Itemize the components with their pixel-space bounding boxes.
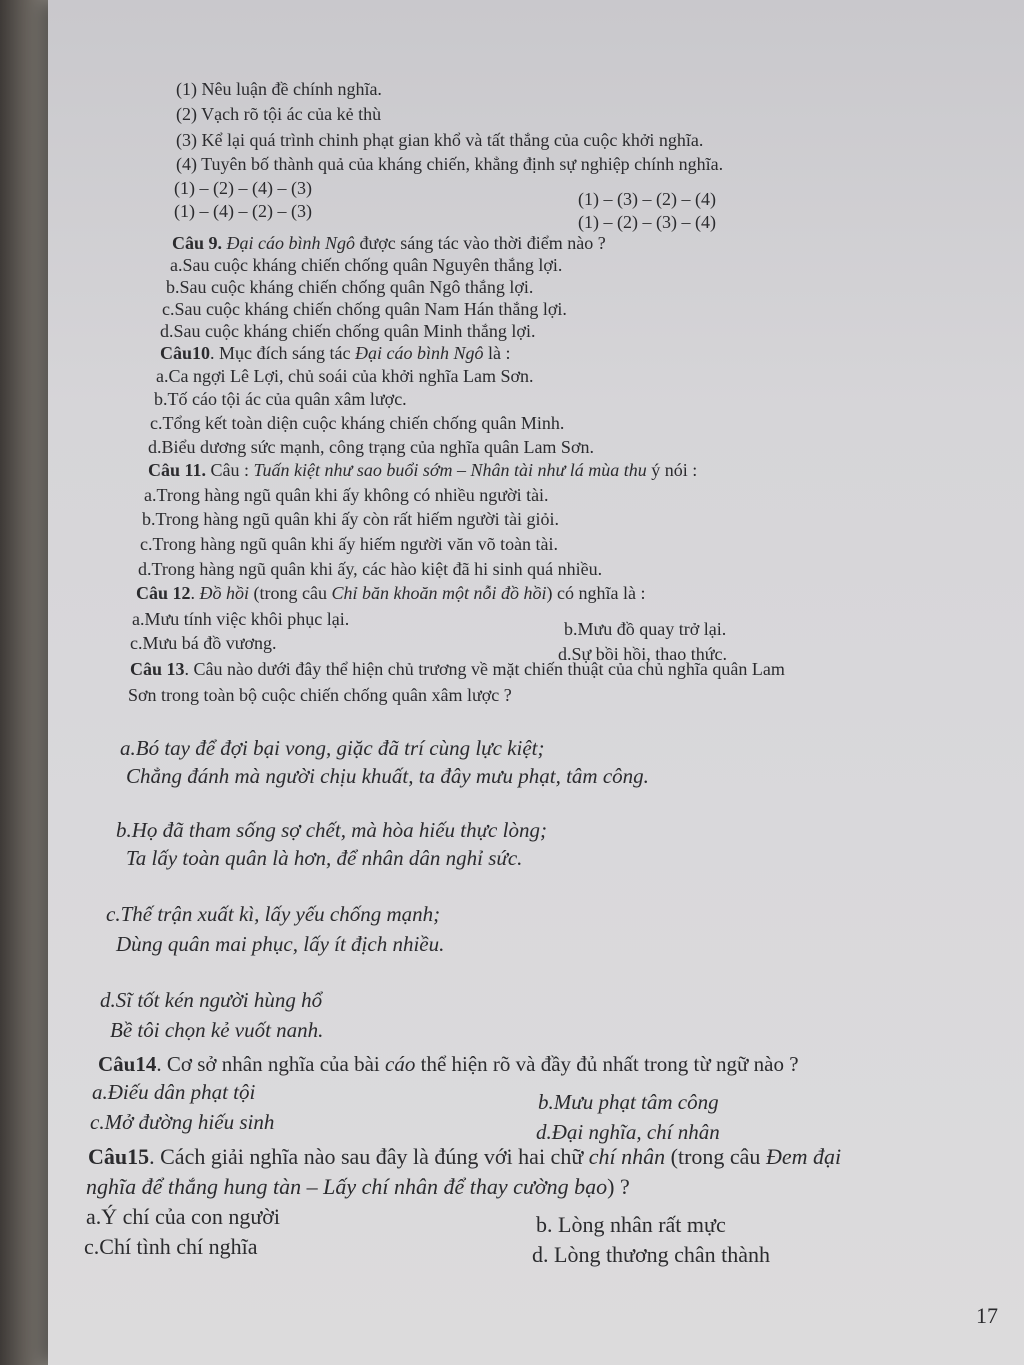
question-13-answer-d-line1: d.Sĩ tốt kén người hùng hổ — [100, 988, 323, 1012]
header-option-b: (1) – (3) – (2) – (4) — [578, 189, 716, 209]
question-10-answer-d: d.Biểu dương sức mạnh, công trạng của nghĩa quân Lam Sơn. — [148, 437, 594, 457]
question-15-quote: nghĩa để thắng hung tàn – Lấy chí nhân để thay cường bạo — [86, 1174, 608, 1199]
question-10-label: Câu10 — [160, 343, 211, 363]
header-option-d: (1) – (2) – (3) – (4) — [578, 212, 716, 232]
header-item-2: (2) Vạch rõ tội ác của kẻ thù — [176, 104, 382, 124]
question-15-text: . Cách giải nghĩa nào sau đây là đúng với hai chữ — [149, 1144, 589, 1169]
question-14-answer-c: c.Mở đường hiếu sinh — [90, 1110, 275, 1134]
question-14-answer-d: d.Đại nghĩa, chí nhân — [536, 1120, 720, 1144]
question-12-quote: Chỉ băn khoăn một nỗi đồ hồi — [331, 583, 547, 603]
question-10 — [160, 342, 510, 364]
header-option-c: (1) – (4) – (2) – (3) — [174, 201, 312, 221]
question-12 — [136, 582, 645, 604]
question-11-answer-d: d.Trong hàng ngũ quân khi ấy, các hào kiệt đã hi sinh quá nhiều. — [138, 559, 603, 579]
question-13-answer-a-line2: Chẳng đánh mà người chịu khuất, ta đây mưu phạt, tâm công. — [126, 764, 649, 788]
question-13-text: . Câu nào dưới đây thể hiện chủ trương về mặt chiến thuật của chủ nghĩa quân Lam — [184, 659, 785, 679]
question-14-answer-b: b.Mưu phạt tâm công — [538, 1090, 719, 1114]
question-12-answer-a: a.Mưu tính việc khôi phục lại. — [132, 609, 350, 629]
question-10-text: . Mục đích sáng tác — [210, 343, 355, 363]
question-13-answer-d-line2: Bề tôi chọn kẻ vuốt nanh. — [110, 1018, 324, 1042]
question-15-line2 — [86, 1174, 630, 1200]
question-12-text: . — [190, 583, 200, 603]
question-11 — [148, 459, 697, 481]
question-15 — [88, 1144, 841, 1170]
question-14-term: cáo — [385, 1052, 416, 1076]
question-12-text-end: ) có nghĩa là : — [546, 583, 646, 603]
question-12-label: Câu 12 — [136, 583, 191, 603]
question-9-title: Đại cáo bình Ngô — [226, 233, 356, 253]
question-12-text-mid: (trong câu — [249, 583, 332, 603]
question-14-text-end: thể hiện rõ và đầy đủ nhất trong từ ngữ nào ? — [415, 1052, 799, 1076]
question-11-quote: Tuấn kiệt như sao buổi sớm – Nhân tài như lá mùa thu — [253, 460, 647, 480]
question-14-text: . Cơ sở nhân nghĩa của bài — [156, 1052, 386, 1076]
header-item-3: (3) Kể lại quá trình chinh phạt gian khổ và tất thắng của cuộc khởi nghĩa. — [176, 130, 704, 150]
question-9-answer-b: b.Sau cuộc kháng chiến chống quân Ngô thắng lợi. — [166, 277, 534, 297]
question-10-answer-c: c.Tổng kết toàn diện cuộc kháng chiến chống quân Minh. — [150, 413, 565, 433]
question-15-text-mid: (trong câu — [665, 1144, 766, 1169]
question-11-label: Câu 11. — [148, 460, 207, 480]
question-9 — [172, 232, 606, 254]
question-13-answer-c-line2: Dùng quân mai phục, lấy ít địch nhiều. — [116, 932, 445, 956]
question-14 — [98, 1052, 799, 1077]
question-15-answer-c: c.Chí tình chí nghĩa — [84, 1234, 258, 1259]
question-11-answer-b: b.Trong hàng ngũ quân khi ấy còn rất hiếm người tài giỏi. — [142, 509, 560, 529]
question-14-label: Câu14 — [98, 1052, 157, 1076]
question-10-answer-a: a.Ca ngợi Lê Lợi, chủ soái của khởi nghĩa Lam Sơn. — [156, 366, 534, 386]
header-option-a: (1) – (2) – (4) – (3) — [174, 178, 312, 198]
question-12-answer-d: d.Sự bồi hồi, thao thức. — [558, 644, 728, 664]
book-binding — [0, 0, 48, 1365]
question-12-term: Đồ hồi — [199, 583, 250, 603]
question-13-answer-c-line1: c.Thế trận xuất kì, lấy yếu chống mạnh; — [106, 902, 441, 926]
question-9-label: Câu 9. — [172, 233, 223, 253]
question-9-answer-d: d.Sau cuộc kháng chiến chống quân Minh thắng lợi. — [160, 321, 536, 341]
question-13-text-line2: Sơn trong toàn bộ cuộc chiến chống quân xâm lược ? — [128, 685, 512, 705]
header-item-4: (4) Tuyên bố thành quả của kháng chiến, khẳng định sự nghiệp chính nghĩa. — [176, 154, 724, 174]
question-10-title: Đại cáo bình Ngô — [354, 343, 484, 363]
question-15-answer-b: b. Lòng nhân rất mực — [536, 1212, 726, 1237]
question-14-answer-a: a.Điếu dân phạt tội — [92, 1080, 256, 1104]
question-13-answer-b-line2: Ta lấy toàn quân là hơn, để nhân dân nghỉ sức. — [126, 846, 523, 870]
page-number: 17 — [976, 1303, 998, 1328]
question-10-answer-b: b.Tố cáo tội ác của quân xâm lược. — [154, 389, 407, 409]
question-12-answer-c: c.Mưu bá đồ vương. — [130, 633, 277, 653]
question-11-text-end: ý nói : — [646, 460, 698, 480]
question-15-answer-d: d. Lòng thương chân thành — [532, 1242, 771, 1267]
question-15-text-end: ) ? — [607, 1174, 630, 1199]
question-11-text: Câu : — [206, 460, 254, 480]
question-11-answer-c: c.Trong hàng ngũ quân khi ấy hiếm người văn võ toàn tài. — [140, 534, 559, 554]
question-11-answer-a: a.Trong hàng ngũ quân khi ấy không có nhiều người tài. — [144, 485, 549, 505]
question-15-term: chí nhân — [588, 1144, 666, 1169]
question-9-text: được sáng tác vào thời điểm nào ? — [355, 233, 606, 253]
question-13-answer-a-line1: a.Bó tay để đợi bại vong, giặc đã trí cùng lực kiệt; — [120, 736, 545, 760]
question-13 — [130, 658, 785, 680]
header-item-1: (1) Nêu luận đề chính nghĩa. — [176, 79, 382, 99]
question-9-answer-a: a.Sau cuộc kháng chiến chống quân Nguyên thắng lợi. — [170, 255, 563, 275]
question-13-label: Câu 13 — [130, 659, 185, 679]
question-9-answer-c: c.Sau cuộc kháng chiến chống quân Nam Hán thắng lợi. — [162, 299, 567, 319]
question-10-text-end: là : — [483, 343, 511, 363]
question-12-answer-b: b.Mưu đồ quay trở lại. — [564, 619, 727, 639]
question-15-answer-a: a.Ý chí của con người — [86, 1204, 280, 1229]
question-13-answer-b-line1: b.Họ đã tham sống sợ chết, mà hòa hiếu thực lòng; — [116, 818, 547, 842]
question-15-label: Câu15 — [88, 1144, 150, 1169]
question-15-quote-start: Đem đại — [765, 1144, 842, 1169]
